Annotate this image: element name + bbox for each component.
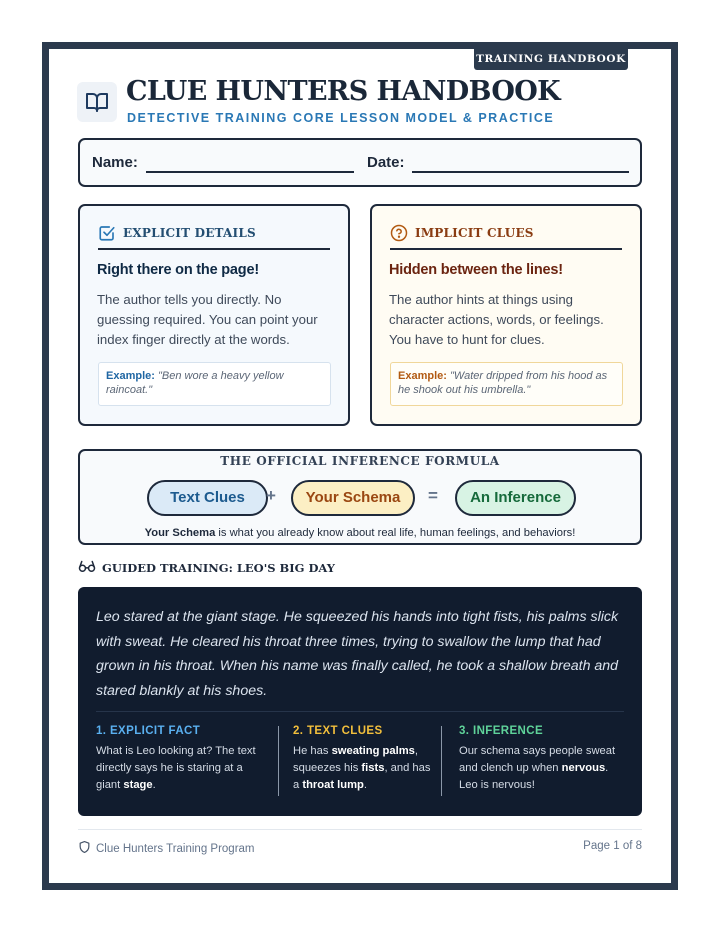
inference-text — [459, 743, 624, 794]
implicit-example — [390, 362, 623, 406]
bold-term: nervous — [561, 762, 606, 774]
explicit-subheading: Right there on the page! — [97, 262, 259, 278]
column-divider — [278, 726, 279, 796]
text-clues-column — [293, 725, 433, 794]
formula-note-text: is what you already know about real life, human feelings, and behaviors! — [215, 527, 576, 539]
explicit-details-card — [78, 204, 350, 426]
checkbox-icon — [98, 224, 116, 242]
shield-icon — [78, 840, 91, 857]
text-segment: What is Leo looking at? The text directly says he is staring at a giant — [96, 745, 256, 791]
inference-column — [459, 725, 624, 794]
formula-title: THE OFFICIAL INFERENCE FORMULA — [220, 454, 500, 468]
implicit-clues-card — [370, 204, 642, 426]
text-segment: , and has a — [293, 762, 431, 791]
program-name: Clue Hunters Training Program — [96, 842, 255, 855]
name-label: Name: — [92, 154, 138, 171]
text-segment: . — [152, 779, 156, 791]
date-line[interactable] — [412, 171, 629, 173]
glasses-icon — [78, 558, 96, 577]
explicit-example — [98, 362, 331, 406]
text-segment: . — [363, 779, 367, 791]
formula-note-bold: Your Schema — [144, 527, 216, 539]
bold-term: stage — [123, 779, 153, 791]
explicit-fact-column — [96, 725, 266, 794]
explicit-heading: EXPLICIT DETAILS — [123, 226, 256, 240]
explicit-fact-text — [96, 743, 266, 794]
example-text: "Ben wore a heavy yellow raincoat." — [106, 370, 284, 396]
explicit-fact-heading: 1. EXPLICIT FACT — [96, 725, 201, 737]
bold-term: fists — [361, 762, 385, 774]
page-title: CLUE HUNTERS HANDBOOK — [126, 76, 561, 107]
example-text: "Water dripped from his hood as he shook out his umbrella." — [398, 370, 608, 396]
an-inference-pill: An Inference — [455, 480, 576, 516]
text-segment: , squeezes his — [293, 745, 418, 774]
example-label: Example: — [106, 370, 155, 382]
inference-heading: 3. INFERENCE — [459, 725, 544, 737]
story-passage: Leo stared at the giant stage. He squeezed his hands into tight fists, his palms slick with sweat. He cleared his throat three times, trying to swallow the lump that had grown in his throat. When his name was finally called, he took a shallow breath and stared blankly at his shoes. — [96, 609, 619, 699]
story-divider — [96, 711, 624, 712]
explicit-body: The author tells you directly. No guessing required. You can point your index finger directly at the words. — [97, 292, 318, 347]
guided-training-heading — [78, 558, 335, 577]
name-line[interactable] — [146, 171, 354, 173]
implicit-subheading: Hidden between the lines! — [389, 262, 563, 278]
handbook-tag: TRAINING HANDBOOK — [474, 49, 628, 70]
text-clues-pill: Text Clues — [147, 480, 268, 516]
page-number: Page 1 of 8 — [583, 840, 642, 852]
your-schema-pill: Your Schema — [291, 480, 415, 516]
text-segment: . Leo is nervous! — [459, 762, 609, 791]
formula-note — [80, 527, 640, 539]
bold-term: sweating palms — [331, 745, 415, 757]
text-segment: He has — [293, 745, 332, 757]
implicit-card-header — [390, 224, 622, 250]
bold-term: throat lump — [302, 779, 364, 791]
implicit-body: The author hints at things using character actions, words, or feelings. You have to hunt for clues. — [389, 292, 604, 347]
text-segment: Our schema says people sweat and clench up when — [459, 745, 616, 774]
date-label: Date: — [367, 154, 405, 171]
inference-formula-box — [78, 449, 642, 545]
equals-operator: = — [428, 486, 438, 505]
guided-title: GUIDED TRAINING: LEO'S BIG DAY — [102, 560, 335, 575]
implicit-heading: IMPLICIT CLUES — [415, 226, 534, 240]
text-clues-heading: 2. TEXT CLUES — [293, 725, 383, 737]
page-subtitle: DETECTIVE TRAINING CORE LESSON MODEL & PRACTICE — [127, 111, 555, 125]
footer-program — [78, 840, 255, 857]
explicit-card-header — [98, 224, 330, 250]
footer-divider — [78, 829, 642, 830]
text-clues-text — [293, 743, 433, 794]
story-panel — [78, 587, 642, 816]
plus-operator: + — [266, 486, 276, 505]
column-divider — [441, 726, 442, 796]
example-label: Example: — [398, 370, 447, 382]
open-book-icon — [77, 82, 117, 122]
name-date-box — [78, 138, 642, 187]
question-circle-icon — [390, 224, 408, 242]
